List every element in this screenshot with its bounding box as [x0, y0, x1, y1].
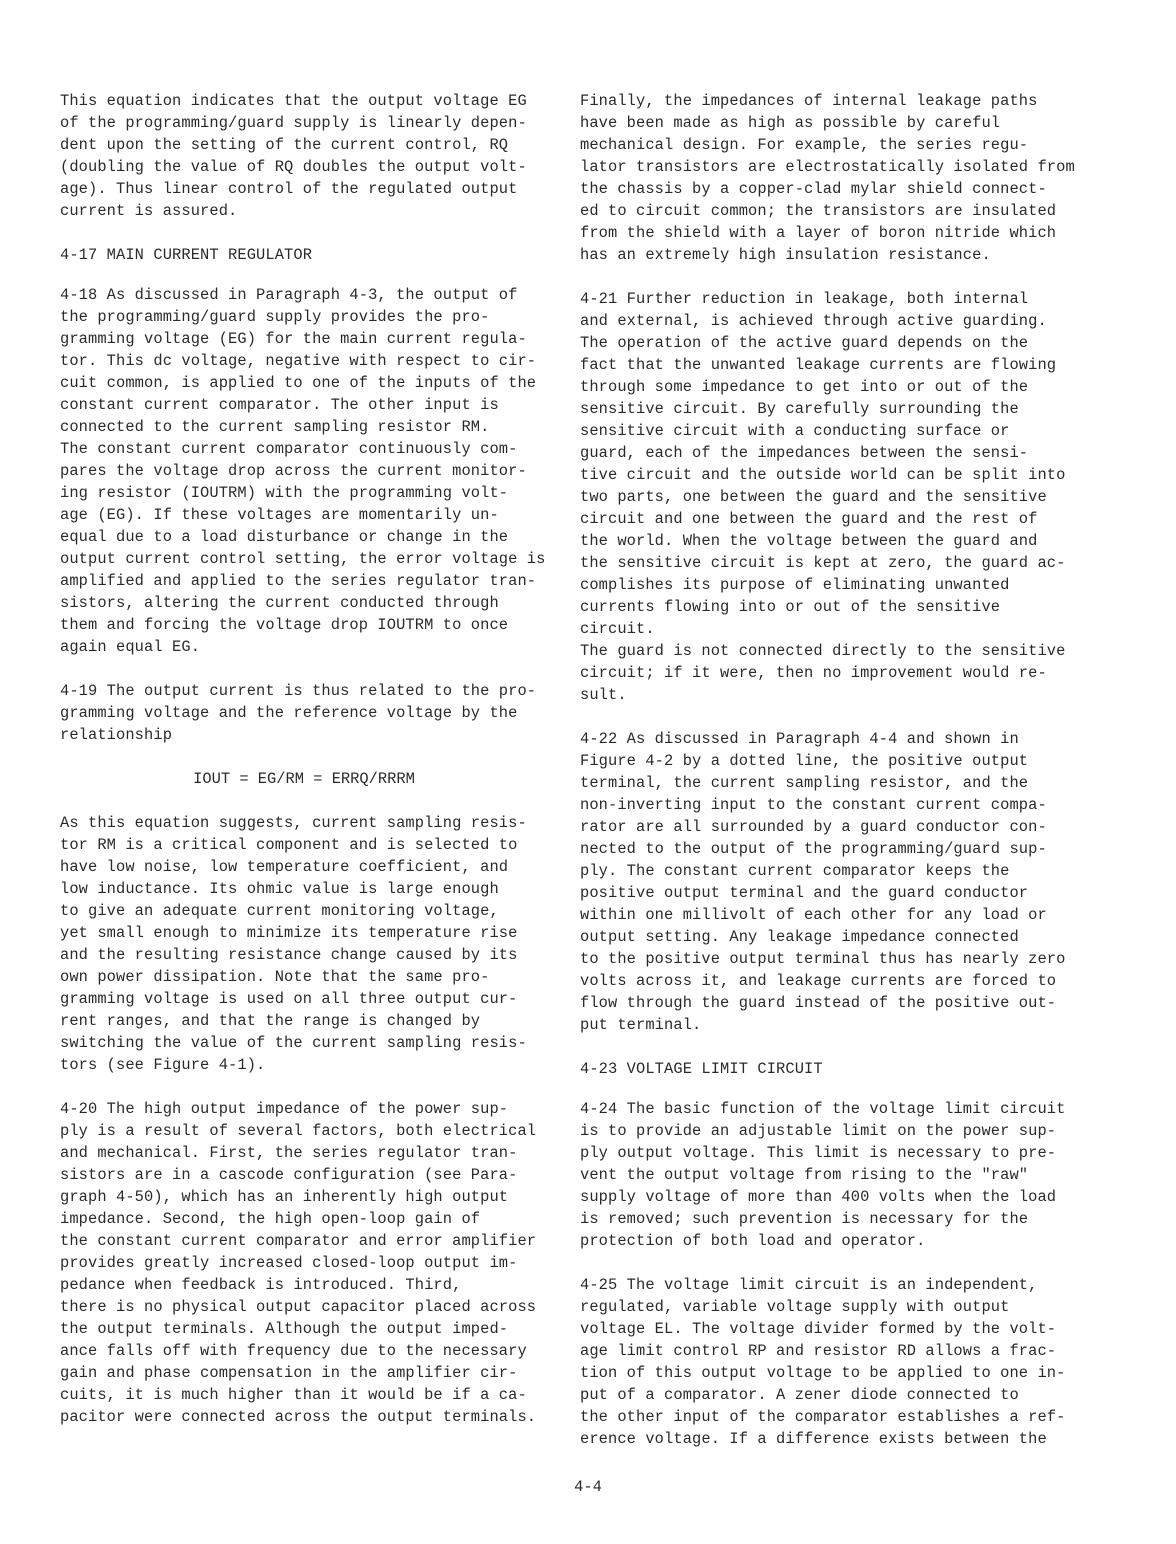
left-column: [60, 90, 548, 1450]
section-heading-voltage-limit-circuit: 4-23 VOLTAGE LIMIT CIRCUIT: [580, 1060, 823, 1078]
paragraph-leakage-paths: Finally, the impedances of internal leakage paths have been made as high as possible by careful mechanical design. For example, the series regu- lator transistors are electrostatically isolated from the chassis by a copper-clad mylar shield connect- ed to circuit common; the transistors are insulated from the shield with a layer of boron nitride which has an extremely high insulation resistance.: [580, 92, 1075, 264]
paragraph-4-22: 4-22 As discussed in Paragraph 4-4 and shown in Figure 4-2 by a dotted line, the positive output terminal, the current sampling resistor, and the non-inverting input to the constant current compa- rator are all surrounded by a guard conductor con- nected to the output of the programming/guard sup- ply. The constant current comparator keeps the positive output terminal and the guard conductor within one millivolt of each other for any load or output setting. Any leakage impedance connected to the positive output terminal thus has nearly zero volts across it, and leakage currents are forced to flow through the guard instead of the positive out- put terminal.: [580, 730, 1066, 1034]
paragraph-sampling-resistor: As this equation suggests, current sampling resis- tor RM is a critical component and is selected to have low noise, low temperature coefficient, and low inductance. Its ohmic value is large enough to give an adequate current monitoring voltage, yet small enough to minimize its temperature rise and the resulting resistance change caused by its own power dissipation. Note that the same pro- gramming voltage is used on all three output cur- rent ranges, and that the range is changed by switching the value of the current sampling resis- tors (see Figure 4-1).: [60, 814, 527, 1074]
section-heading-main-current-regulator: 4-17 MAIN CURRENT REGULATOR: [60, 246, 313, 264]
paragraph-4-24: 4-24 The basic function of the voltage limit circuit is to provide an adjustable limit on the power sup- ply output voltage. This limit is necessary to pre- vent the output voltage from rising to the "raw" supply voltage of more than 400 volts when the load is removed; such prevention is necessary for the protection of both load and operator.: [580, 1100, 1066, 1250]
page-number: 4-4: [574, 1478, 602, 1496]
paragraph-4-25: 4-25 The voltage limit circuit is an independent, regulated, variable voltage supply with output voltage EL. The voltage divider formed by the volt- age limit control RP and resistor RD allows a frac- tion of this output voltage to be applied to one in- put of a comparator. A zener diode connected to the other input of the comparator establishes a ref- erence voltage. If a difference exists between the: [580, 1276, 1066, 1448]
paragraph-4-18: 4-18 As discussed in Paragraph 4-3, the output of the programming/guard supply provides the pro- gramming voltage (EG) for the main current regula- tor. This dc voltage, negative with respect to cir- cuit common, is applied to one of the inputs of the constant current comparator. The other input is connected to the current sampling resistor RM. The constant current comparator continuously com- pares the voltage drop across the current monitor- ing resistor (IOUTRM) with the programming volt- age (EG). If these voltages are momentarily un- equal due to a load disturbance or change in the output current control setting, the error voltage is amplified and applied to the series regulator tran- sistors, altering the current conducted through them and forcing the voltage drop IOUTRM to once again equal EG.: [60, 286, 546, 656]
equation-iout: IOUT = EG/RM = ERRQ/RRRM: [193, 770, 415, 788]
paragraph-4-19: 4-19 The output current is thus related to the pro- gramming voltage and the reference voltage by the relationship: [60, 682, 537, 744]
paragraph-eg-linear: This equation indicates that the output voltage EG of the programming/guard supply is linearly depen- dent upon the setting of the current control, RQ (doubling the value of RQ doubles the output volt- age). Thus linear control of the regulated output current is assured.: [60, 92, 527, 220]
right-column: [580, 90, 1080, 1472]
paragraph-4-21: 4-21 Further reduction in leakage, both internal and external, is achieved through active guarding. The operation of the active guard depends on the fact that the unwanted leakage currents are flowing through some impedance to get into or out of the sensitive circuit. By carefully surrounding the sensitive circuit with a conducting surface or guard, each of the impedances between the sensi- tive circuit and the outside world can be split into two parts, one between the guard and the sensitive circuit and one between the guard and the rest of the world. When the voltage between the guard and the sensitive circuit is kept at zero, the guard ac- complishes its purpose of eliminating unwanted currents flowing into or out of the sensitive circuit. The guard is not connected directly to the sensitive circuit; if it were, then no improvement would re- sult.: [580, 290, 1066, 704]
paragraph-4-20: 4-20 The high output impedance of the power sup- ply is a result of several factors, both electrical and mechanical. First, the series regulator tran- sistors are in a cascode configuration (see Para- graph 4-50), which has an inherently high output impedance. Second, the high open-loop gain of the constant current comparator and error amplifier provides greatly increased closed-loop output im- pedance when feedback is introduced. Third, there is no physical output capacitor placed across the output terminals. Although the output imped- ance falls off with frequency due to the necessary gain and phase compensation in the amplifier cir- cuits, it is much higher than it would be if a ca- pacitor were connected across the output terminals.: [60, 1100, 537, 1426]
